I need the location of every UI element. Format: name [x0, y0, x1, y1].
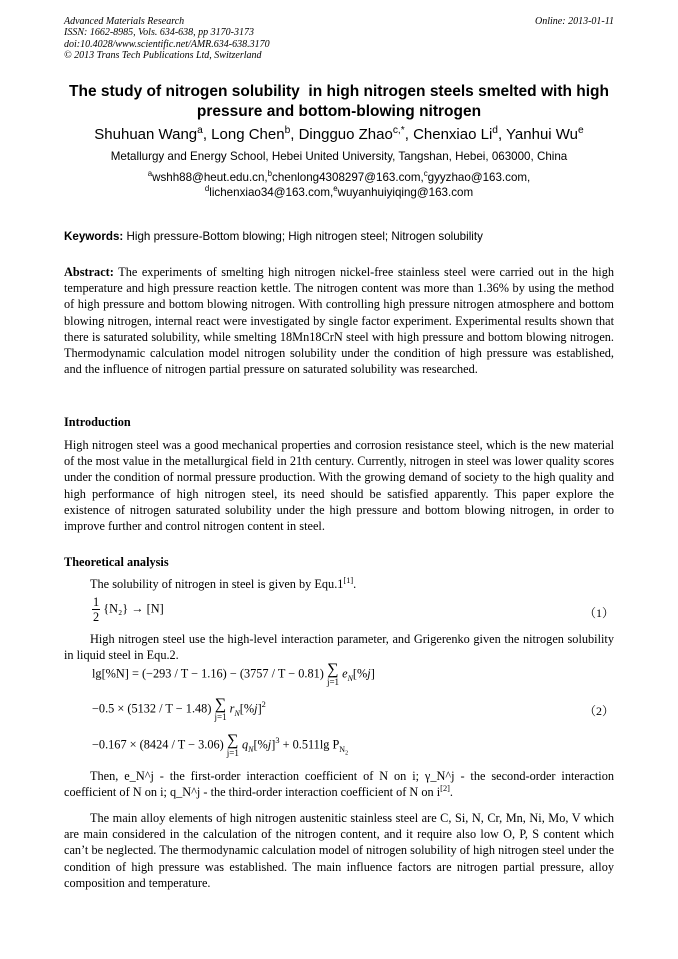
email-c[interactable]: gyyzhao@163.com, [427, 171, 531, 184]
author-name: Long Chen [211, 126, 285, 143]
email-e[interactable]: wuyanhuiyiqing@163.com [337, 186, 474, 199]
author-list: Shuhuan Wang$^a$, Long Chen$^b$, Dingguo Zhao$^{c,*}$, Chenxiao Li$^d$, Yanhui Wu$^e$ [94, 125, 584, 143]
email-d[interactable]: lichenxiao34@163.com, [209, 186, 334, 199]
author-emails: $^a$wshh88@heut.edu.cn,$^b$chenlong4308297@163.com,$^c$gyyzhao@163.com, $^d$lichenxiao34@163.com,$^e$wuyanhuiyiqing@163.com [147, 169, 531, 199]
fraction: $\frac{1}{2}$ [93, 595, 100, 624]
citation: [1] [343, 575, 354, 585]
online-date: Online: 2013-01-11 [535, 16, 614, 27]
author-name: Dingguo Zhao [298, 126, 393, 143]
equation-2-line-3: −0.167 × (8424 / T − 3.06) ∑ j=1 $q_N[\%j]^3 + 0.511\lg$ $P_{N_2}$ [92, 732, 349, 758]
affiliation: Metallurgy and Energy School, Hebei United University, Tangshan, Hebei, 063000, China [110, 150, 568, 163]
keywords-text: High pressure-Bottom blowing; High nitrogen steel; Nitrogen solubility [126, 230, 483, 243]
citation: [2] [440, 784, 450, 794]
author-sup: e [578, 125, 584, 136]
theory-heading: Theoretical analysis [64, 555, 169, 569]
keywords-label: Keywords: [64, 230, 124, 243]
author-sup: a [197, 125, 203, 136]
email-a[interactable]: wshh88@heut.edu.cn, [152, 171, 268, 184]
theory-p3-text: Then, e_N^j - the first-order interaction coefficient of N on i; γ_N^j - the second-order interaction coefficient of N on i; q_N^j - the third-order interaction coefficient of N on i [64, 769, 614, 800]
title-line-1: The study of nitrogen solubility in high nitrogen steels smelted with high [69, 83, 609, 100]
copyright-line: © 2013 Trans Tech Publications Ltd, Switzerland [64, 49, 262, 61]
author-sup: c,* [392, 125, 405, 136]
theory-paragraph-2: High nitrogen steel use the high-level interaction parameter, and Grigerenko given the nitrogen solubility in liquid steel in Equ.2. [64, 632, 614, 663]
summation-symbol: ∑ j=1 [226, 732, 239, 758]
summation-symbol: ∑ j=1 [214, 696, 227, 722]
email-b[interactable]: chenlong4308297@163.com, [272, 171, 424, 184]
introduction-text: High nitrogen steel was a good mechanical properties and corrosion resistance steel, which is the new material of the most value in the metallurgical field in 21th century. Currently, nitrogen in steel was lower quality scores under the condition of normal pressure production. With the growing demand of society to the high quality and high performance of high nitrogen steel, its need should be satisfied apparently. This paper explore the existence of nitrogen saturated solubility under the high pressure and bottom blowing nitrogen, in order to improve further and control nitrogen content in steel. [64, 438, 614, 534]
equation-2-line-1: lg[%N] = (−293 / T − 1.16) − (3757 / T − 0.81) ∑ j=1 $e_N[\%j]$ [92, 661, 375, 687]
paper-title [40, 82, 638, 121]
keywords-line [64, 230, 483, 243]
author-name: Chenxiao Li [413, 126, 493, 143]
abstract-label: Abstract: [64, 265, 114, 279]
doi-line: doi:10.4028/www.scientific.net/AMR.634-638.3170 [64, 38, 270, 50]
equation-1-body: {N₂} → [N] [103, 601, 164, 616]
author-sup: b [284, 125, 291, 136]
introduction-heading: Introduction [64, 415, 131, 429]
author-name: Yanhui Wu [506, 126, 579, 143]
theory-p1-text: The solubility of nitrogen in steel is given by Equ.1 [90, 577, 344, 591]
journal-name: Advanced Materials Research [64, 16, 185, 27]
abstract-text: The experiments of smelting high nitrogen nickel-free stainless steel were carried out in the high temperature and high pressure reaction kettle. The nitrogen content was more than 1.36% by using the method of high pressure and bottom blowing nitrogen. With controlling high pressure nitrogen atmosphere and bottom blowing nitrogen, internal react were investigated by single factor experiment. Experimental results shown that there is saturated solubility, while smelting 18Mn18CrN steel with high pressure and bottom blowing nitrogen. Thermodynamic calculation model nitrogen solubility under the condition of high pressure was established, and the influence of nitrogen partial pressure on saturated solubility was researched. [64, 265, 615, 377]
theory-paragraph-3: Then, e_N^j - the first-order interaction coefficient of N on i; γ_N^j - the second-order interaction coefficient of N on i; q_N^j - the third-order interaction coefficient of N on i[2]. [64, 769, 614, 800]
abstract [64, 264, 614, 377]
summation-symbol: ∑ j=1 [326, 661, 340, 687]
equation-1 [92, 595, 164, 624]
equation-1-number: （1） [583, 606, 614, 620]
theory-paragraph-1: The solubility of nitrogen in steel is given by Equ.1[1]. [90, 575, 357, 591]
title-line-2: pressure and bottom-blowing nitrogen [196, 102, 482, 120]
equation-2-line-2: −0.5 × (5132 / T − 1.48) ∑ j=1 $r_N[\%j]^2$ [92, 696, 266, 722]
issn-line: ISSN: 1662-8985, Vols. 634-638, pp 3170-3173 [64, 27, 254, 39]
publication-info [64, 16, 270, 61]
author-name: Shuhuan Wang [94, 126, 198, 143]
equation-2-number: （2） [583, 704, 614, 718]
author-sup: d [492, 125, 498, 136]
theory-paragraph-4: The main alloy elements of high nitrogen austenitic stainless steel are C, Si, N, Cr, Mn, Ni, Mo, V which are main considered in the calculation of the nitrogen content, and it require also low O, P, S content which can’t be neglected. The thermodynamic calculation model of nitrogen solubility of high nitrogen steel under the condition of high pressure was established. The main influence factors are nitrogen partial pressure, alloy composition and temperature. [64, 811, 614, 890]
